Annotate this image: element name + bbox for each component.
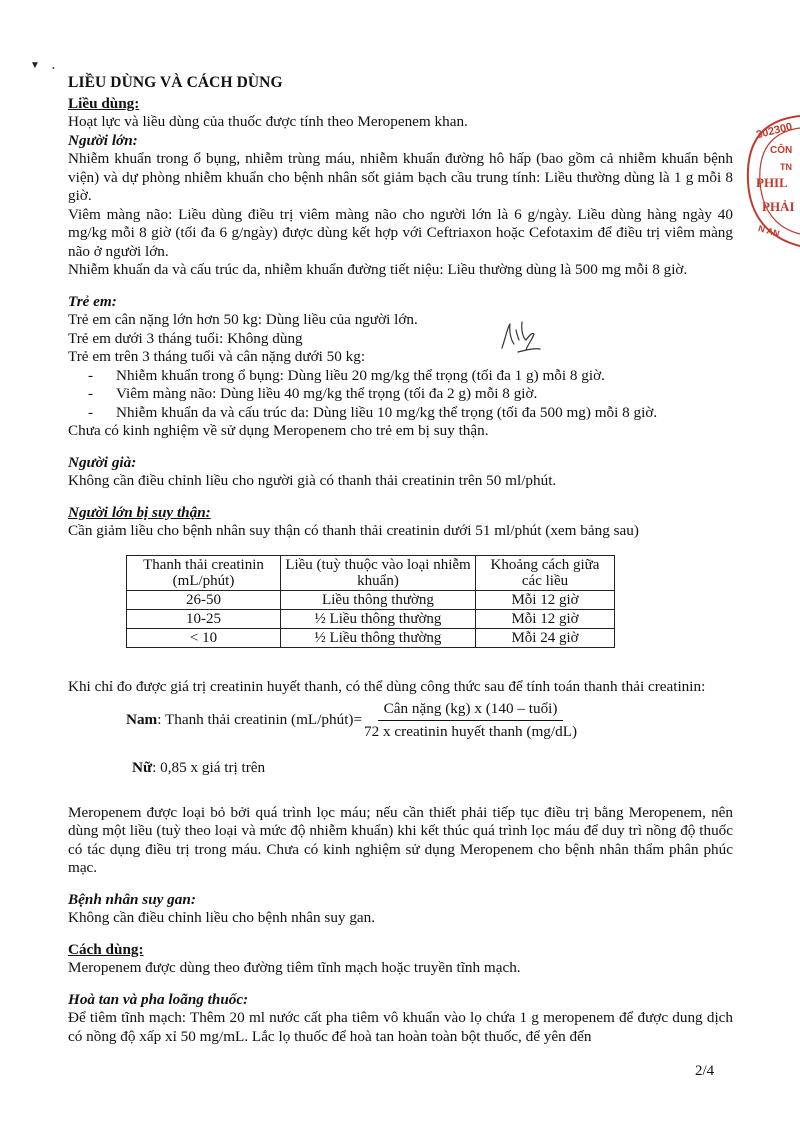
male-label: Nam bbox=[126, 711, 158, 729]
children-line-3: Trẻ em trên 3 tháng tuổi và cân nặng dưới 50 kg: bbox=[68, 348, 366, 365]
stamp-text: PHIL bbox=[756, 175, 788, 190]
female-formula bbox=[132, 759, 733, 778]
table-header: Liều (tuỳ thuộc vào loại nhiễm khuẩn) bbox=[281, 555, 476, 590]
signature-icon bbox=[496, 318, 546, 358]
list-item: - Viêm màng não: Dùng liều 40 mg/kg thể trọng (tối đa 2 g) mỗi 8 giờ. bbox=[88, 385, 733, 404]
scan-dot: • bbox=[52, 64, 55, 73]
children-line-4: Chưa có kinh nghiệm về sử dụng Meropenem cho trẻ em bị suy thận. bbox=[68, 422, 489, 439]
adults-paragraph-3: Nhiễm khuẩn da và cấu trúc da, nhiễm khuẩn đường tiết niệu: Liều thường dùng là 500 mg mỗi 8 giờ. bbox=[68, 261, 688, 278]
table-row bbox=[127, 590, 615, 609]
renal-heading: Người lớn bị suy thận: bbox=[68, 503, 211, 521]
female-formula-text: : 0,85 x giá trị trên bbox=[152, 759, 266, 776]
female-label: Nữ bbox=[132, 759, 153, 776]
list-item: - Nhiễm khuẩn da và cấu trúc da: Dùng liều 10 mg/kg thể trọng (tối đa 500 mg) mỗi 8 giờ. bbox=[88, 404, 733, 423]
elderly-text: Không cần điều chỉnh liều cho người già có thanh thải creatinin trên 50 ml/phút. bbox=[68, 472, 557, 489]
table-row bbox=[127, 628, 615, 647]
table-header: Thanh thải creatinin (mL/phút) bbox=[127, 555, 281, 590]
table-cell: Mỗi 24 giờ bbox=[476, 628, 615, 647]
male-formula bbox=[126, 700, 733, 741]
reconstitution-text: Để tiêm tĩnh mạch: Thêm 20 ml nước cất pha tiêm vô khuẩn vào lọ chứa 1 g meropenem để được dung dịch có nồng độ xấp xỉ 50 mg/mL. Lắc lọ thuốc để hoà tan hoàn toàn bột thuốc, để yên đến bbox=[68, 1009, 733, 1045]
table-cell: 10-25 bbox=[127, 609, 281, 628]
company-stamp bbox=[742, 112, 800, 250]
formula-fraction bbox=[364, 700, 577, 741]
stamp-text: PHẢI bbox=[762, 199, 795, 214]
section-title: LIỀU DÙNG VÀ CÁCH DÙNG bbox=[68, 74, 283, 91]
renal-text: Cần giảm liều cho bệnh nhân suy thận có thanh thải creatinin dưới 51 ml/phút (xem bảng sau) bbox=[68, 522, 639, 539]
stamp-text: N AN bbox=[757, 223, 781, 239]
administration-heading: Cách dùng: bbox=[68, 940, 144, 958]
page-number: 2/4 bbox=[695, 1063, 715, 1079]
children-line-2: Trẻ em dưới 3 tháng tuổi: Không dùng bbox=[68, 329, 303, 347]
elderly-heading: Người già: bbox=[68, 453, 137, 471]
list-item: - Nhiễm khuẩn trong ổ bụng: Dùng liều 20 mg/kg thể trọng (tối đa 1 g) mỗi 8 giờ. bbox=[88, 367, 733, 386]
table-row bbox=[127, 609, 615, 628]
renal-dosage-table bbox=[126, 555, 615, 648]
children-line-1: Trẻ em cân nặng lớn hơn 50 kg: Dùng liều của người lớn. bbox=[68, 311, 418, 328]
formula-intro: Khi chỉ đo được giá trị creatinin huyết thanh, có thể dùng công thức sau để tính toán thanh thải creatinin: bbox=[68, 677, 706, 695]
adults-paragraph-1: Nhiễm khuẩn trong ổ bụng, nhiễm trùng máu, nhiễm khuẩn đường hô hấp (bao gồm cả nhiễm khuẩn bệnh viện) và dự phòng nhiễm khuẩn cho bệnh nhân sốt giảm bạch cầu trung tính: Liều thường dùng là 1 g mỗi 8 giờ. bbox=[68, 150, 733, 204]
stamp-text: 302300 bbox=[755, 120, 794, 142]
children-heading: Trẻ em: bbox=[68, 292, 117, 310]
table-cell: 26-50 bbox=[127, 590, 281, 609]
table-cell: Mỗi 12 giờ bbox=[476, 590, 615, 609]
table-header-row bbox=[127, 555, 615, 590]
adults-heading: Người lớn: bbox=[68, 131, 138, 149]
formula-numerator: Cân nặng (kg) x (140 – tuổi) bbox=[378, 700, 564, 721]
liver-heading: Bệnh nhân suy gan: bbox=[68, 890, 196, 908]
table-cell: ½ Liều thông thường bbox=[281, 609, 476, 628]
male-formula-text: : Thanh thải creatinin (mL/phút)= bbox=[157, 711, 363, 729]
dosage-heading: Liều dùng: bbox=[68, 94, 140, 112]
table-cell: ½ Liều thông thường bbox=[281, 628, 476, 647]
administration-text: Meropenem được dùng theo đường tiêm tĩnh mạch hoặc truyền tĩnh mạch. bbox=[68, 959, 521, 976]
stamp-text: CÔN bbox=[770, 145, 793, 156]
table-cell: < 10 bbox=[127, 628, 281, 647]
table-header: Khoảng cách giữa các liều bbox=[476, 555, 615, 590]
table-cell: Mỗi 12 giờ bbox=[476, 609, 615, 628]
adults-paragraph-2: Viêm màng não: Liều dùng điều trị viêm màng não cho người lớn là 6 g/ngày. Liều dùng hàng ngày 40 mg/kg mỗi 8 giờ (tối đa 6 g/ngày) được dùng kết hợp với Ceftriaxon hoặc Cefotaxim để điều trị viêm màng não ở người lớn. bbox=[68, 205, 733, 260]
children-dose-list bbox=[68, 367, 733, 423]
dialysis-paragraph: Meropenem được loại bỏ bởi quá trình lọc máu; nếu cần thiết phải tiếp tục điều trị bằng Meropenem, nên dùng một liều (tuỳ theo loại và mức độ nhiễm khuẩn) khi kết thúc quá trình lọc máu để duy trì nồng độ thuốc có tác dụng điều trị trong máu. Chưa có kinh nghiệm sử dụng Meropenem cho bệnh nhân thẩm phân phúc mạc. bbox=[68, 803, 733, 876]
stamp-text: TN bbox=[780, 162, 792, 172]
table-cell: Liều thông thường bbox=[281, 590, 476, 609]
scan-mark: ▼ bbox=[30, 60, 40, 71]
formula-denominator: 72 x creatinin huyết thanh (mg/dL) bbox=[364, 722, 578, 740]
dosage-intro: Hoạt lực và liều dùng của thuốc được tính theo Meropenem khan. bbox=[68, 113, 468, 130]
liver-text: Không cần điều chỉnh liều cho bệnh nhân suy gan. bbox=[68, 909, 376, 926]
page-content bbox=[68, 74, 733, 1046]
reconstitution-heading: Hoà tan và pha loãng thuốc: bbox=[68, 990, 249, 1008]
